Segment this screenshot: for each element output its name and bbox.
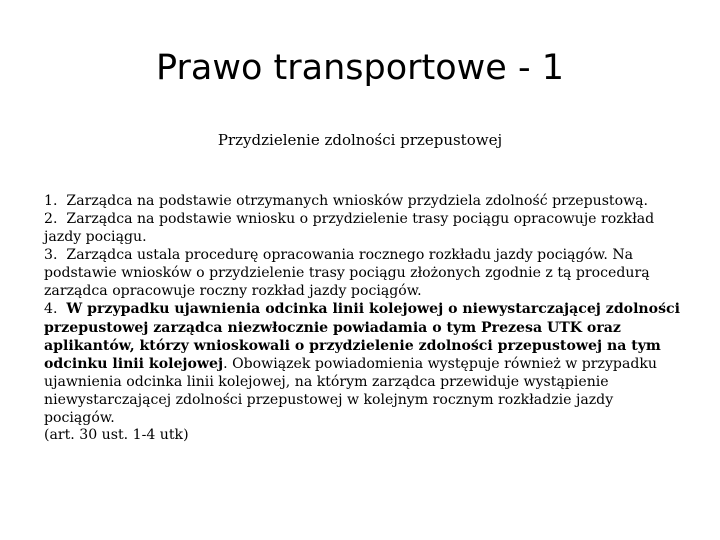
item-bold-text: W przypadku ujawnienia odcinka linii kolejowej o niewystarczającej zdolności przepustowej zarządca niezwłocznie powiadamia o tym Prezesa UTK oraz aplikantów, którzy wnioskowali o przydzielenie zdolności przepustowej na tym odcinku linii kolejowej — [44, 301, 680, 372]
item-number: 1. — [44, 193, 58, 209]
slide-body — [44, 193, 684, 445]
item-text: Zarządca na podstawie wniosku o przydzielenie trasy pociągu opracowuje rozkład jazdy pociągu. — [44, 210, 655, 245]
item-number: 4. — [44, 301, 58, 318]
item-number: 3. — [44, 246, 58, 263]
item-text: Zarządca na podstawie otrzymanych wniosków przydziela zdolność przepustową. — [66, 193, 649, 209]
citation: (art. 30 ust. 1-4 utk) — [44, 427, 189, 444]
list-item-4 — [44, 300, 684, 427]
item-text: . Obowiązek powiadomienia występuje również w przypadku ujawnienia odcinka linii kolejowej, na którym zarządca przewiduje wystąpienie niewystarczającej zdolności przepustowej w kolejnym rocznym rozkładzie jazdy pociągów. — [44, 355, 657, 426]
list-item-2 — [44, 211, 684, 247]
list-item-3 — [44, 247, 684, 301]
item-number: 2. — [44, 210, 58, 227]
slide-subtitle: Przydzielenie zdolności przepustowej — [217, 131, 503, 149]
list-item-1 — [44, 193, 684, 211]
item-text: Zarządca ustala procedurę opracowania rocznego rozkładu jazdy pociągów. Na podstawie wniosków o przydzielenie trasy pociągu złożonych zgodnie z tą procedurą zarządca opracowuje roczny rozkład jazdy pociągów. — [44, 246, 650, 299]
slide-title: Prawo transportowe - 1 — [156, 48, 564, 88]
